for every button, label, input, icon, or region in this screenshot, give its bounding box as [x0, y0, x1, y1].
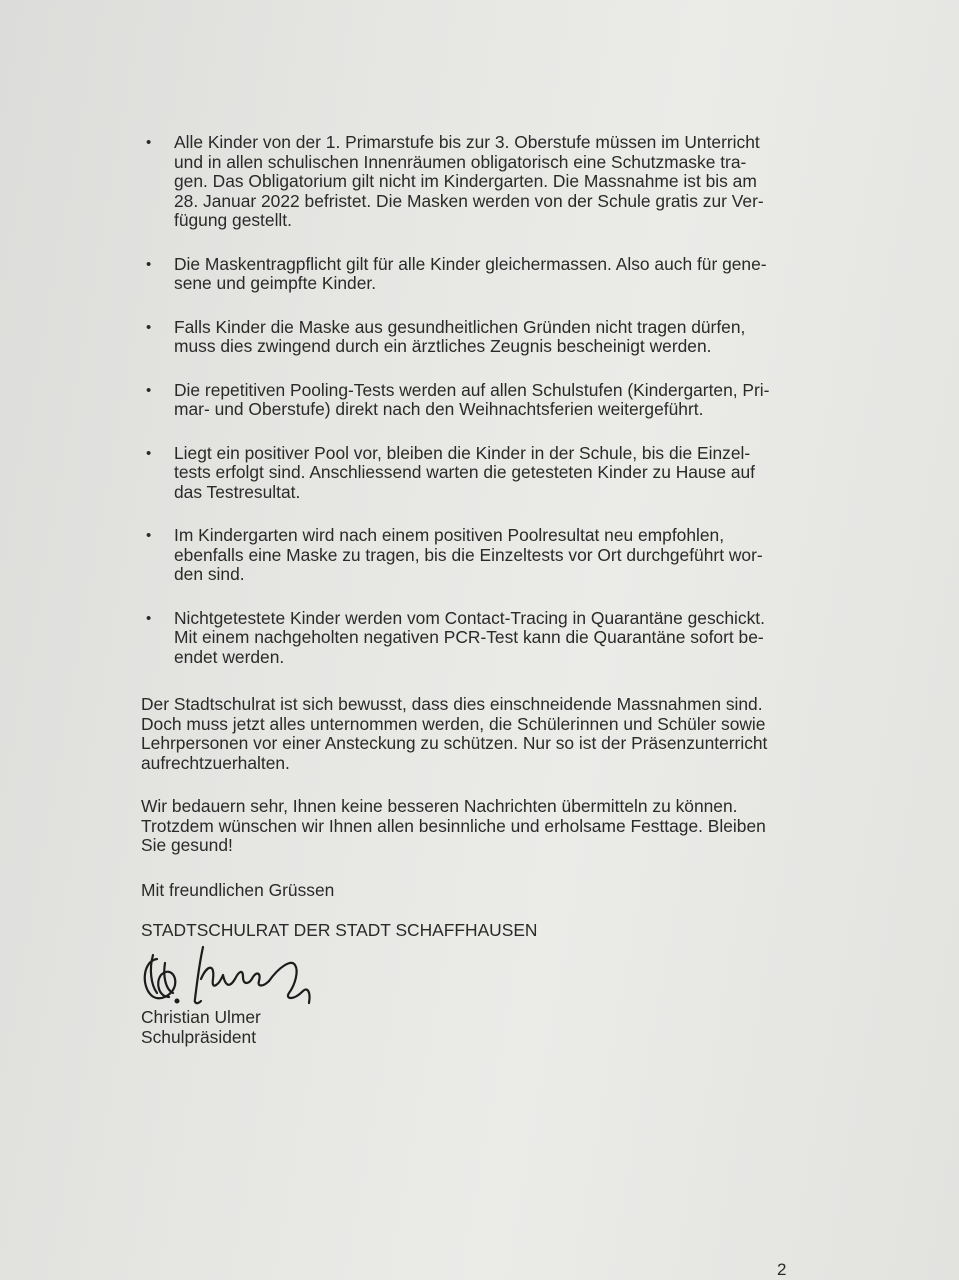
text-line: tests erfolgt sind. Anschliessend warten die getesteten Kinder zu Hause auf: [174, 462, 755, 482]
list-item: [143, 255, 803, 294]
list-item: [143, 133, 803, 231]
text-line: Sie gesund!: [141, 835, 233, 855]
text-line: Doch muss jetzt alles unternommen werden, die Schülerinnen und Schüler sowie: [141, 713, 766, 734]
bullet-icon: •: [146, 134, 152, 151]
signer-title: Schulpräsident: [141, 1026, 257, 1047]
text-line: Die repetitiven Pooling-Tests werden auf allen Schulstufen (Kindergarten, Pri-: [174, 379, 770, 400]
measures-list: [143, 133, 803, 691]
statement-paragraph: [141, 695, 821, 773]
text-line: Die Maskentragpflicht gilt für alle Kinder gleichermassen. Also auch für gene-: [174, 253, 767, 274]
sender-text: STADTSCHULRAT DER STADT SCHAFFHAUSEN: [141, 920, 538, 940]
text-line: Alle Kinder von der 1. Primarstufe bis zur 3. Oberstufe müssen im Unterricht: [174, 132, 760, 152]
page-number: 2: [777, 1260, 787, 1279]
text-line: Der Stadtschulrat ist sich bewusst, dass dies einschneidende Massnahmen sind.: [141, 694, 763, 714]
list-item: [143, 526, 803, 585]
regret-paragraph: [141, 797, 821, 856]
list-item: [143, 609, 803, 668]
text-line: Liegt ein positiver Pool vor, bleiben die Kinder in der Schule, bis die Einzel-: [174, 442, 751, 463]
text-line: Nichtgetestete Kinder werden vom Contact-Tracing in Quarantäne geschickt.: [174, 607, 765, 628]
text-line: Lehrpersonen vor einer Ansteckung zu schützen. Nur so ist der Präsenzunterricht: [141, 733, 768, 753]
signer-name: Christian Ulmer: [141, 1007, 261, 1027]
text-line: gen. Das Obligatorium gilt nicht im Kindergarten. Die Massnahme ist bis am: [174, 171, 757, 191]
list-item: [143, 444, 803, 503]
bullet-icon: •: [146, 318, 152, 336]
text-line: aufrechtzuerhalten.: [141, 752, 290, 773]
text-line: fügung gestellt.: [174, 210, 292, 230]
closing-text: Mit freundlichen Grüssen: [141, 880, 335, 900]
closing-salutation: [141, 881, 821, 901]
bullet-icon: •: [146, 444, 152, 462]
text-line: und in allen schulischen Innenräumen obligatorisch eine Schutzmaske tra-: [174, 151, 747, 172]
sender-name: [141, 921, 821, 941]
text-line: Wir bedauern sehr, Ihnen keine besseren Nachrichten übermitteln zu können.: [141, 796, 738, 816]
text-line: das Testresultat.: [174, 481, 301, 502]
text-line: Mit einem nachgeholten negativen PCR-Test kann die Quarantäne sofort be-: [174, 627, 764, 647]
text-line: Falls Kinder die Maske aus gesundheitlichen Gründen nicht tragen dürfen,: [174, 316, 746, 337]
text-line: mar- und Oberstufe) direkt nach den Weihnachtsferien weitergeführt.: [174, 399, 704, 419]
text-line: muss dies zwingend durch ein ärztliches Zeugnis bescheinigt werden.: [174, 336, 712, 356]
bullet-icon: •: [146, 609, 152, 627]
text-line: Trotzdem wünschen wir Ihnen allen besinnliche und erholsame Festtage. Bleiben: [141, 815, 766, 836]
bullet-icon: •: [146, 381, 152, 399]
text-line: den sind.: [174, 564, 245, 584]
signature-image: [139, 945, 319, 1013]
list-item: [143, 318, 803, 357]
text-line: sene und geimpfte Kinder.: [174, 273, 377, 293]
bullet-icon: •: [146, 527, 152, 544]
text-line: endet werden.: [174, 646, 285, 667]
text-line: ebenfalls eine Maske zu tragen, bis die Einzeltests vor Ort durchgeführt wor-: [174, 544, 763, 565]
text-line: 28. Januar 2022 befristet. Die Masken werden von der Schule gratis zur Ver-: [174, 190, 764, 211]
signer-block: [141, 1008, 821, 1047]
text-line: Im Kindergarten wird nach einem positiven Poolresultat neu empfohlen,: [174, 525, 725, 545]
list-item: [143, 381, 803, 420]
bullet-icon: •: [146, 255, 152, 273]
